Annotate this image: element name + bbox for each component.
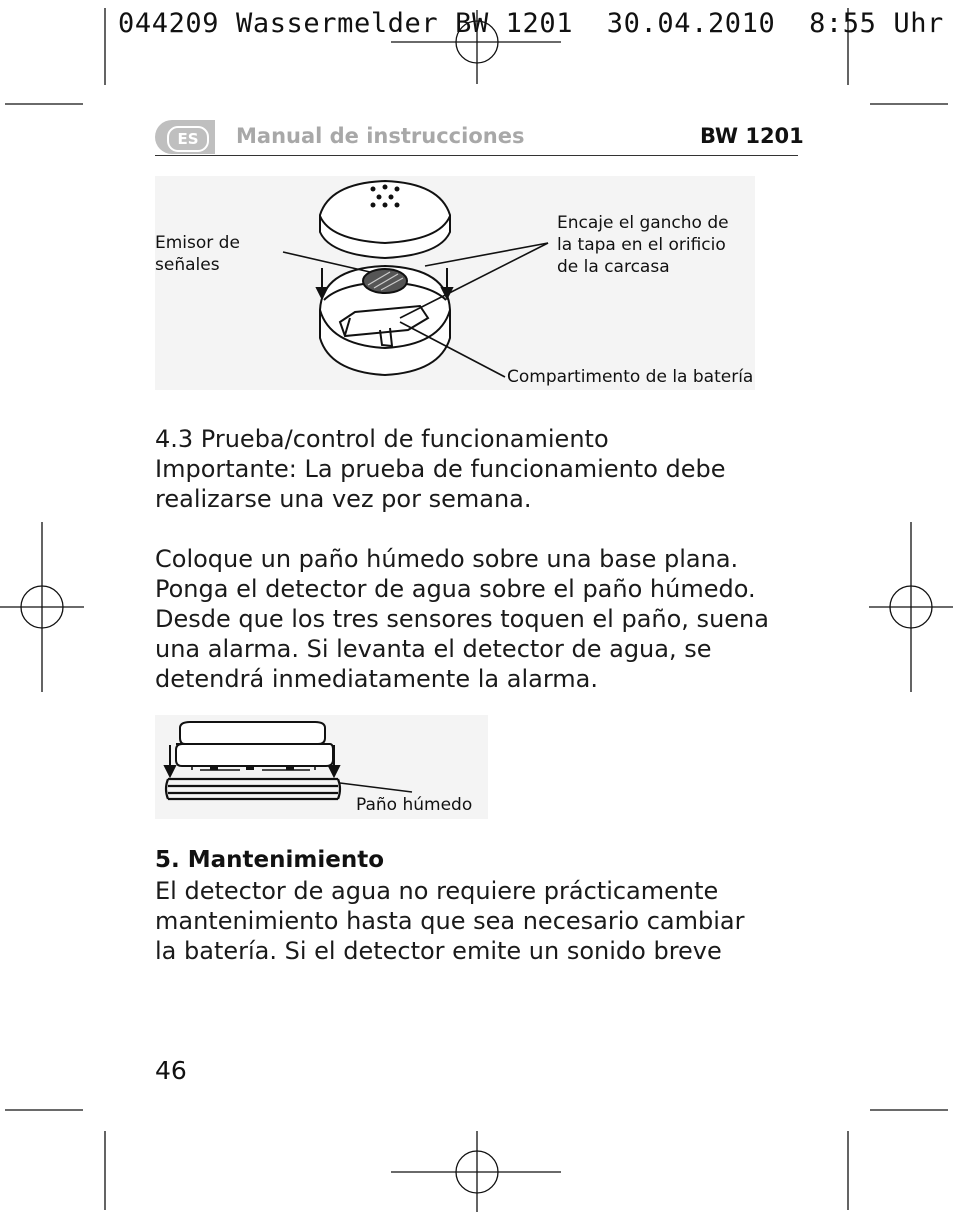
text-line: detendrá inmediatamente la alarma. — [155, 665, 598, 693]
label-line: de la carcasa — [557, 257, 670, 277]
label-line: Encaje el gancho de — [557, 213, 729, 233]
text-line: la batería. Si el detector emite un sonido breve — [155, 937, 722, 965]
label-damp-cloth: Paño húmedo — [356, 795, 473, 815]
text-line: realizarse una vez por semana. — [155, 485, 532, 513]
print-slug: 044209 Wassermelder BW 1201 30.04.2010 8:55 Uhr — [118, 8, 944, 39]
page-number: 46 — [155, 1056, 187, 1085]
text-line: 4.3 Prueba/control de funcionamiento — [155, 425, 609, 453]
text-line: Importante: La prueba de funcionamiento debe — [155, 455, 726, 483]
label-battery-compartment: Compartimento de la batería — [507, 367, 754, 387]
label-line: señales — [155, 255, 220, 275]
manual-title: Manual de instrucciones — [236, 124, 525, 148]
text-line: Desde que los tres sensores toquen el paño, suena — [155, 605, 769, 633]
maintenance-paragraph — [155, 876, 744, 966]
text-line: El detector de agua no requiere prácticamente — [155, 877, 719, 905]
model-number: BW 1201 — [700, 124, 804, 148]
label-line: la tapa en el orificio — [557, 235, 726, 255]
section-5-heading: 5. Mantenimiento — [155, 847, 385, 873]
text-line: Coloque un paño húmedo sobre una base plana. — [155, 545, 739, 573]
label-line: Emisor de — [155, 233, 240, 253]
text-line: una alarma. Si levanta el detector de agua, se — [155, 635, 712, 663]
text-line: mantenimiento hasta que sea necesario cambiar — [155, 907, 745, 935]
text-line: Ponga el detector de agua sobre el paño húmedo. — [155, 575, 756, 603]
language-badge-label: ES — [167, 126, 209, 152]
